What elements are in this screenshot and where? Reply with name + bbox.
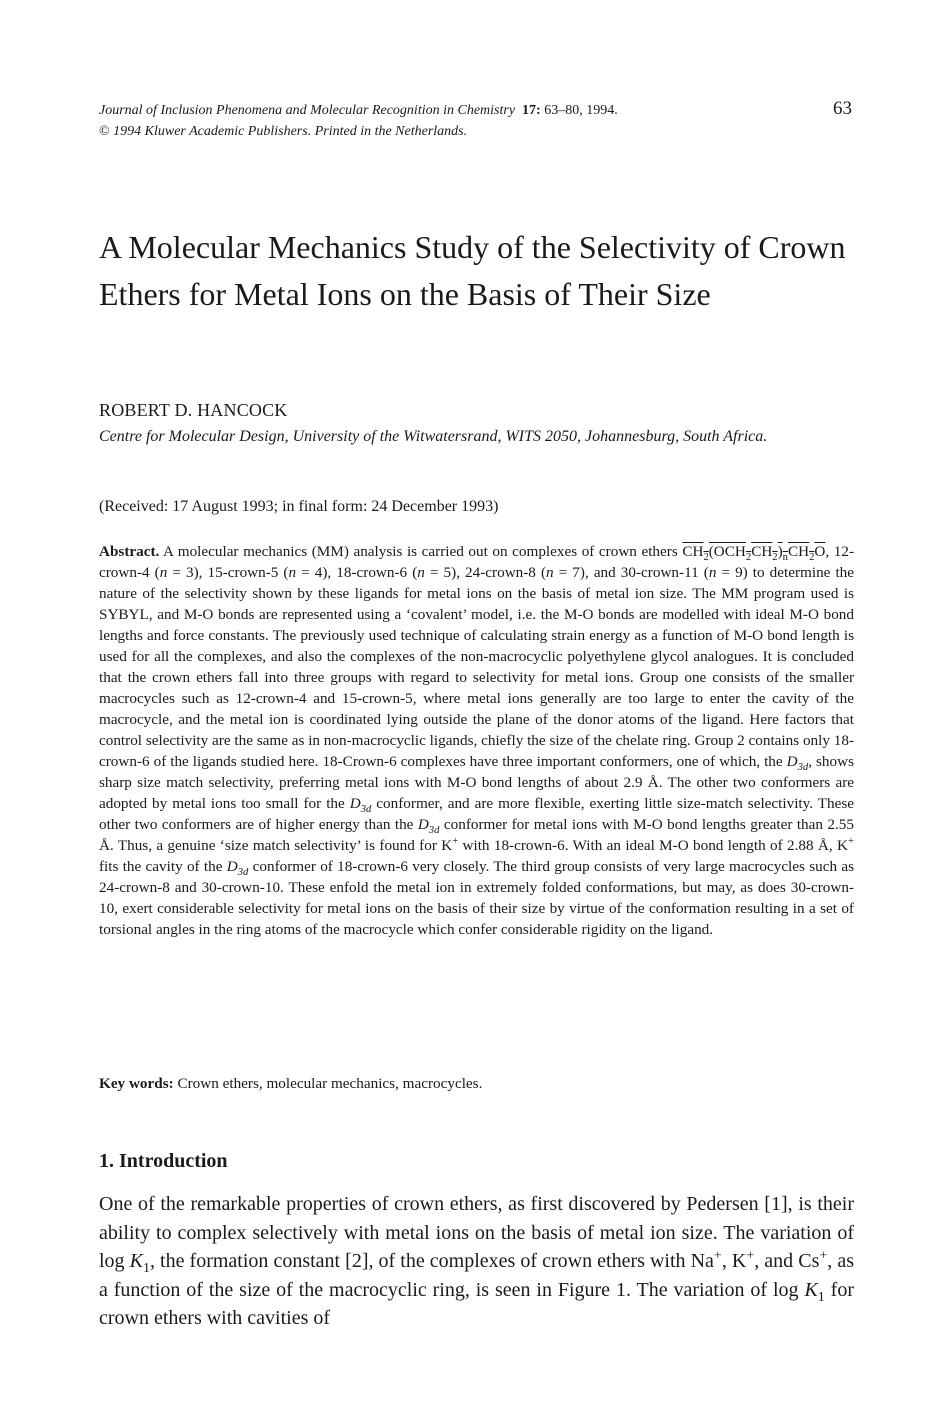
author-name: ROBERT D. HANCOCK	[99, 400, 288, 420]
page-number: 63	[833, 98, 852, 119]
journal-name: Journal of Inclusion Phenomena and Molecular Recognition in Chemistry	[99, 103, 516, 118]
copyright-text: 1994 Kluwer Academic Publishers. Printed in the Netherlands.	[109, 124, 468, 139]
abstract: Abstract. A molecular mechanics (MM) analysis is carried out on complexes of crown ethers $CH_2(OCH_2CH_2)_nCH_2O$, 12-crown-4 (n = 3), 15-crown-5 (n = 4), 18-crown-6 (n = 5), 24-crown-8 (n = 7), and 30-crown-11 (n = 9) to determine the nature of the selectivity shown by these ligands for metal ions on the basis of metal ion size. The MM program used is SYBYL, and M-O bonds are represented using a ‘covalent’ model, i.e. the M-O bonds are modelled with ideal M-O bond lengths and force constants. The previously used technique of calculating strain energy as a function of M-O bond length is used for all the complexes, and also the complexes of the non-macrocyclic polyethylene glycol analogues. It is concluded that the crown ethers fall into three groups with regard to selectivity for metal ions. Group one consists of the smaller macrocycles such as 12-crown-4 and 15-crown-5, where metal ions generally are too large to enter the cavity of the macrocycle, and the metal ion is coordinated lying outside the plane of the donor atoms of the ligand. Here factors that control selectivity are the same as in non-macrocyclic ligands, chiefly the size of the chelate ring. Group 2 contains only 18-crown-6 of the ligands studied here. 18-Crown-6 complexes have three important conformers, one of which, the $D_{3d}$, shows sharp size match selectivity, preferring metal ions with M-O bond lengths of about 2.9 Å. The other two conformers are adopted by metal ions too small for the $D_{3d}$ conformer, and are more flexible, exerting little size-match selectivity. These other two conformers are of higher energy than the $D_{3d}$ conformer for metal ions with M-O bond lengths greater than 2.55 Å. Thus, a genuine ‘size match selectivity’ is found for K+ with 18-crown-6. With an ideal M-O bond length of 2.88 Å, K+ fits the cavity of the $D_{3d}$ conformer of 18-crown-6 very closely. The third group consists of very large macrocycles such as 24-crown-8 and 30-crown-10. These enfold the metal ion in extremely folded conformations, but may, as does 30-crown-10, exert considerable selectivity for metal ions on the basis of their size by virtue of the conformation resulting in a set of torsional angles in the ring atoms of the macrocycle which confer considerable rigidity on the ligand.	[99, 543, 855, 938]
crown-ether-formula: $CH_2(OCH_2CH_2)_nCH_2O$	[682, 543, 826, 564]
keywords	[99, 1075, 482, 1093]
keywords-text: Crown ethers, molecular mechanics, macrocycles.	[173, 1075, 483, 1092]
keywords-label: Key words:	[99, 1075, 174, 1092]
journal-pages-year: 63–80, 1994.	[540, 103, 618, 118]
journal-line	[99, 100, 854, 121]
abstract-text: A molecular mechanics (MM) analysis is carried out on complexes of crown ethers	[159, 543, 683, 560]
received-dates: (Received: 17 August 1993; in final form: 24 December 1993)	[99, 498, 499, 515]
section-heading-introduction: 1. Introduction	[99, 1150, 228, 1172]
paper-title: A Molecular Mechanics Study of the Selectivity of Crown Ethers for Metal Ions on the Basis of Their Size	[99, 229, 846, 312]
abstract-label: Abstract.	[99, 543, 160, 560]
abstract-text: = 9) to determine the nature of the selectivity shown by these ligands for metal ions on the basis of metal ion size. The MM program used is SYBYL, and M-O bonds are represented using a ‘covalent’ model, i.e. the M-O bonds are modelled with ideal M-O bond lengths and force constants. The previously used technique of calculating strain energy as a function of M-O bond length is used for all the complexes, and also the complexes of the non-macrocyclic polyethylene glycol analogues. It is concluded that the crown ethers fall into three groups with regard to selectivity for metal ions. Group one consists of the smaller macrocycles such as 12-crown-4 and 15-crown-5, where metal ions generally are too large to enter the cavity of the macrocycle, and the metal ion is coordinated lying outside the plane of the donor atoms of the ligand. Here factors that control selectivity are the same as in non-macrocyclic ligands, chiefly the size of the chelate ring. Group 2 contains only 18-crown-6 of the ligands studied here. 18-Crown-6 complexes have three important conformers, one of which, the	[99, 564, 855, 770]
author-affiliation: Centre for Molecular Design, University of the Witwatersrand, WITS 2050, Johannesburg, South Africa.	[99, 428, 768, 445]
journal-header	[99, 100, 854, 142]
copyright-icon: ©	[99, 124, 110, 139]
abstract-text: , 12-crown-4 (	[99, 543, 854, 581]
copyright-line	[99, 121, 854, 142]
journal-volume: 17:	[522, 103, 541, 118]
introduction-paragraph: One of the remarkable properties of crown ethers, as first discovered by Pedersen [1], is their ability to complex selectively with metal ions on the basis of metal ion size. The variation of $\log K_1$, the formation constant [2], of the complexes of crown ethers with Na+, K+, and Cs+, as a function of the size of the macrocyclic ring, is seen in Figure 1. The variation of $\log K_1$ for crown ethers with cavities of	[99, 1193, 855, 1329]
